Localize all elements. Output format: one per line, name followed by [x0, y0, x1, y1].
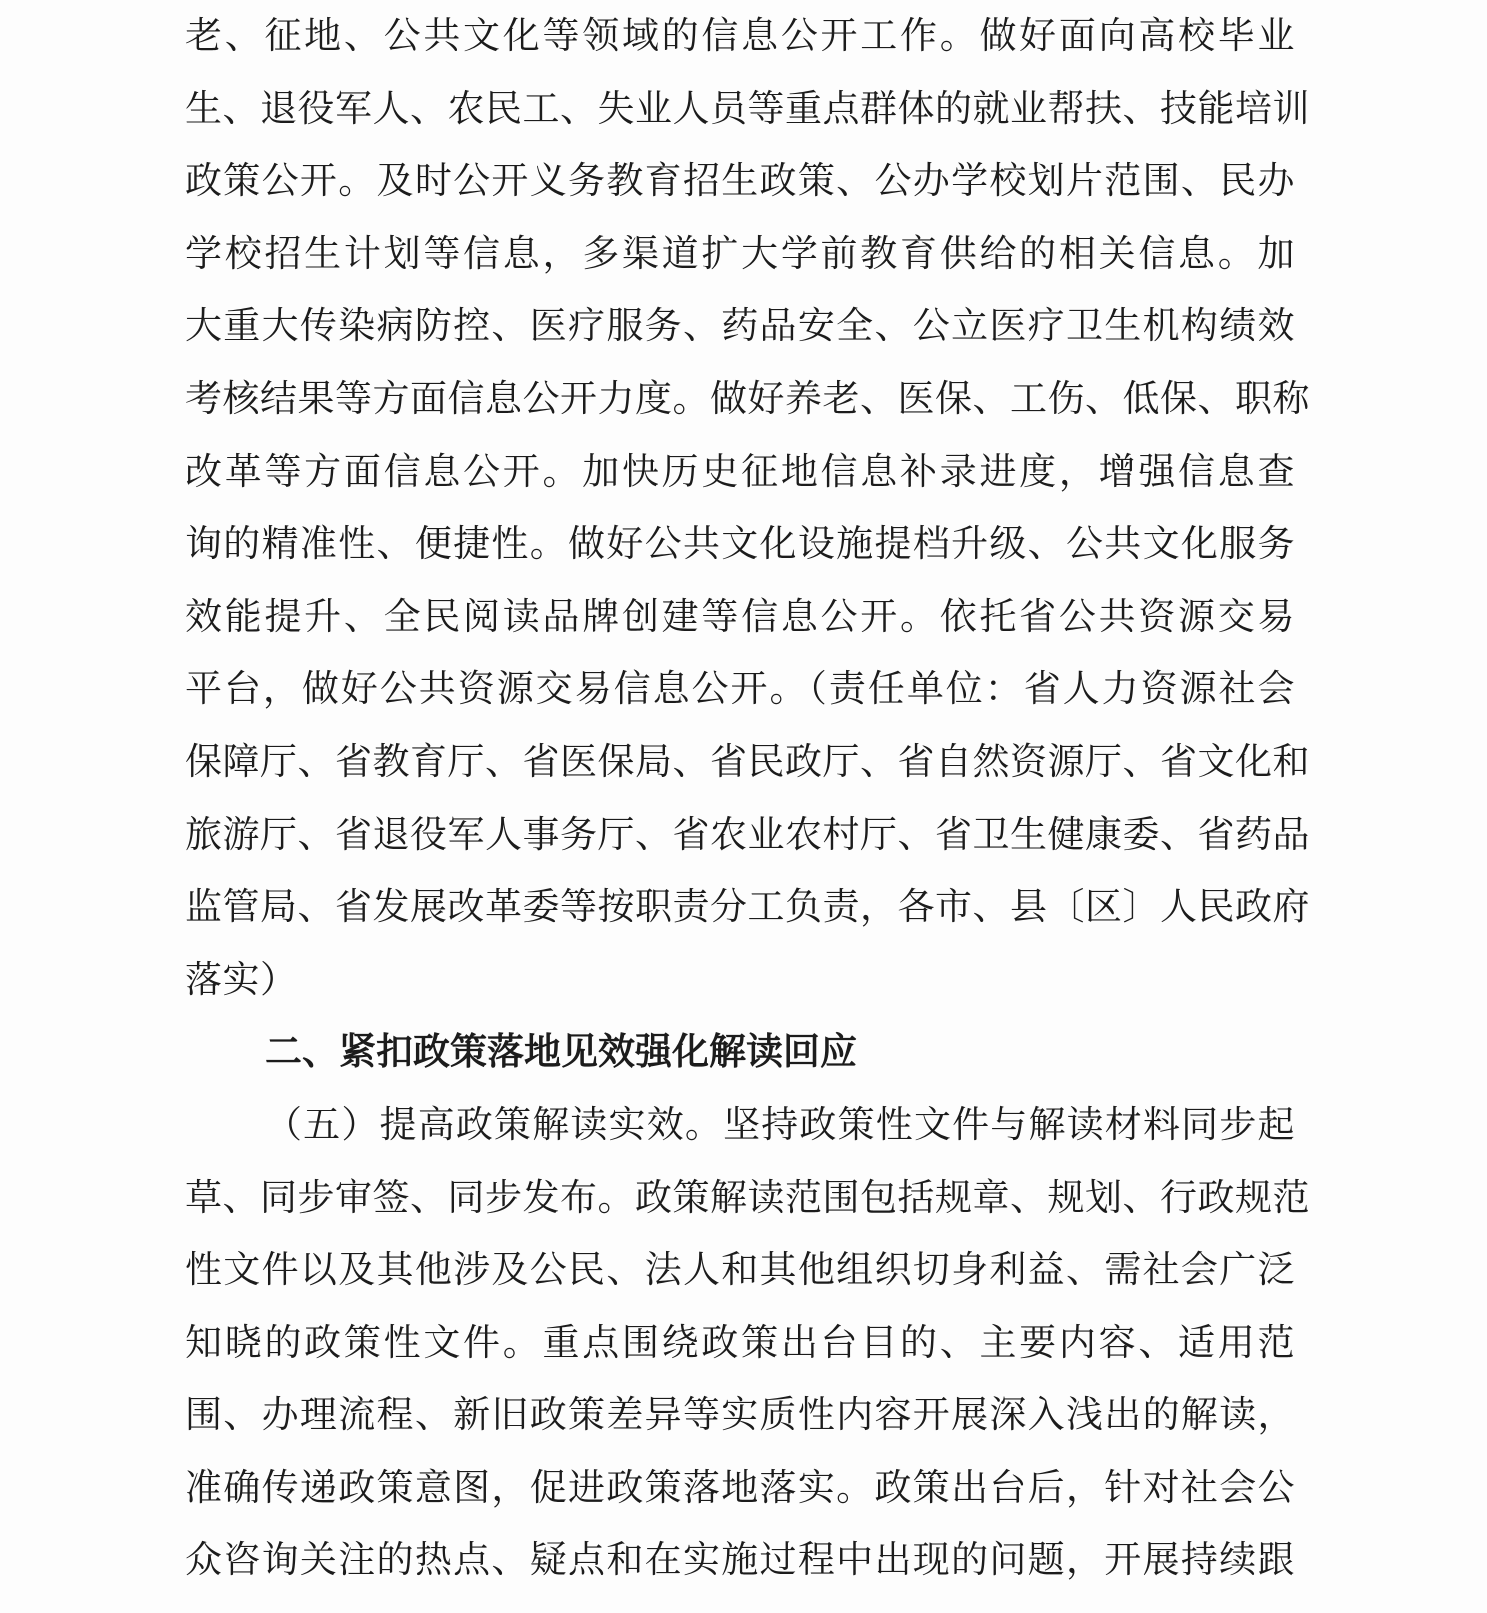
- text-line: 众咨询关注的热点、疑点和在实施过程中出现的问题，开展持续跟: [185, 1538, 1295, 1582]
- section-heading: 二、紧扣政策落地见效强化解读回应: [265, 1030, 857, 1074]
- text-line: 效能提升、全民阅读品牌创建等信息公开。依托省公共资源交易: [185, 594, 1295, 638]
- text-line: 落实）: [185, 957, 298, 1001]
- text-line: 知晓的政策性文件。重点围绕政策出台目的、主要内容、适用范: [185, 1320, 1295, 1364]
- text-line: 学校招生计划等信息，多渠道扩大学前教育供给的相关信息。加: [185, 231, 1295, 275]
- document-body: [185, 0, 1310, 1597]
- text-line: 旅游厅、省退役军人事务厅、省农业农村厅、省卫生健康委、省药品: [185, 812, 1310, 856]
- text-line: 大重大传染病防控、医疗服务、药品安全、公立医疗卫生机构绩效: [185, 304, 1295, 348]
- text-line: 保障厅、省教育厅、省医保局、省民政厅、省自然资源厅、省文化和: [185, 739, 1310, 783]
- text-line: 老、征地、公共文化等领域的信息公开工作。做好面向高校毕业: [185, 14, 1295, 57]
- text-line: 准确传递政策意图，促进政策落地落实。政策出台后，针对社会公: [185, 1465, 1295, 1509]
- text-line: 平台，做好公共资源交易信息公开。（责任单位：省人力资源社会: [185, 667, 1295, 711]
- text-line: 围、办理流程、新旧政策差异等实质性内容开展深入浅出的解读，: [185, 1393, 1295, 1437]
- text-line: 政策公开。及时公开义务教育招生政策、公办学校划片范围、民办: [185, 159, 1295, 203]
- text-line: 性文件以及其他涉及公民、法人和其他组织切身利益、需社会广泛: [185, 1248, 1295, 1292]
- text-line: 草、同步审签、同步发布。政策解读范围包括规章、规划、行政规范: [185, 1175, 1310, 1219]
- text-line: 监管局、省发展改革委等按职责分工负责，各市、县〔区〕人民政府: [185, 885, 1310, 929]
- paragraph-first-line: （五）提高政策解读实效。坚持政策性文件与解读材料同步起: [265, 1102, 1295, 1146]
- text-line: 生、退役军人、农民工、失业人员等重点群体的就业帮扶、技能培训: [185, 86, 1310, 130]
- text-line: 改革等方面信息公开。加快历史征地信息补录进度，增强信息查: [185, 449, 1295, 493]
- text-line: 考核结果等方面信息公开力度。做好养老、医保、工伤、低保、职称: [185, 376, 1310, 420]
- text-line: 询的精准性、便捷性。做好公共文化设施提档升级、公共文化服务: [185, 522, 1295, 566]
